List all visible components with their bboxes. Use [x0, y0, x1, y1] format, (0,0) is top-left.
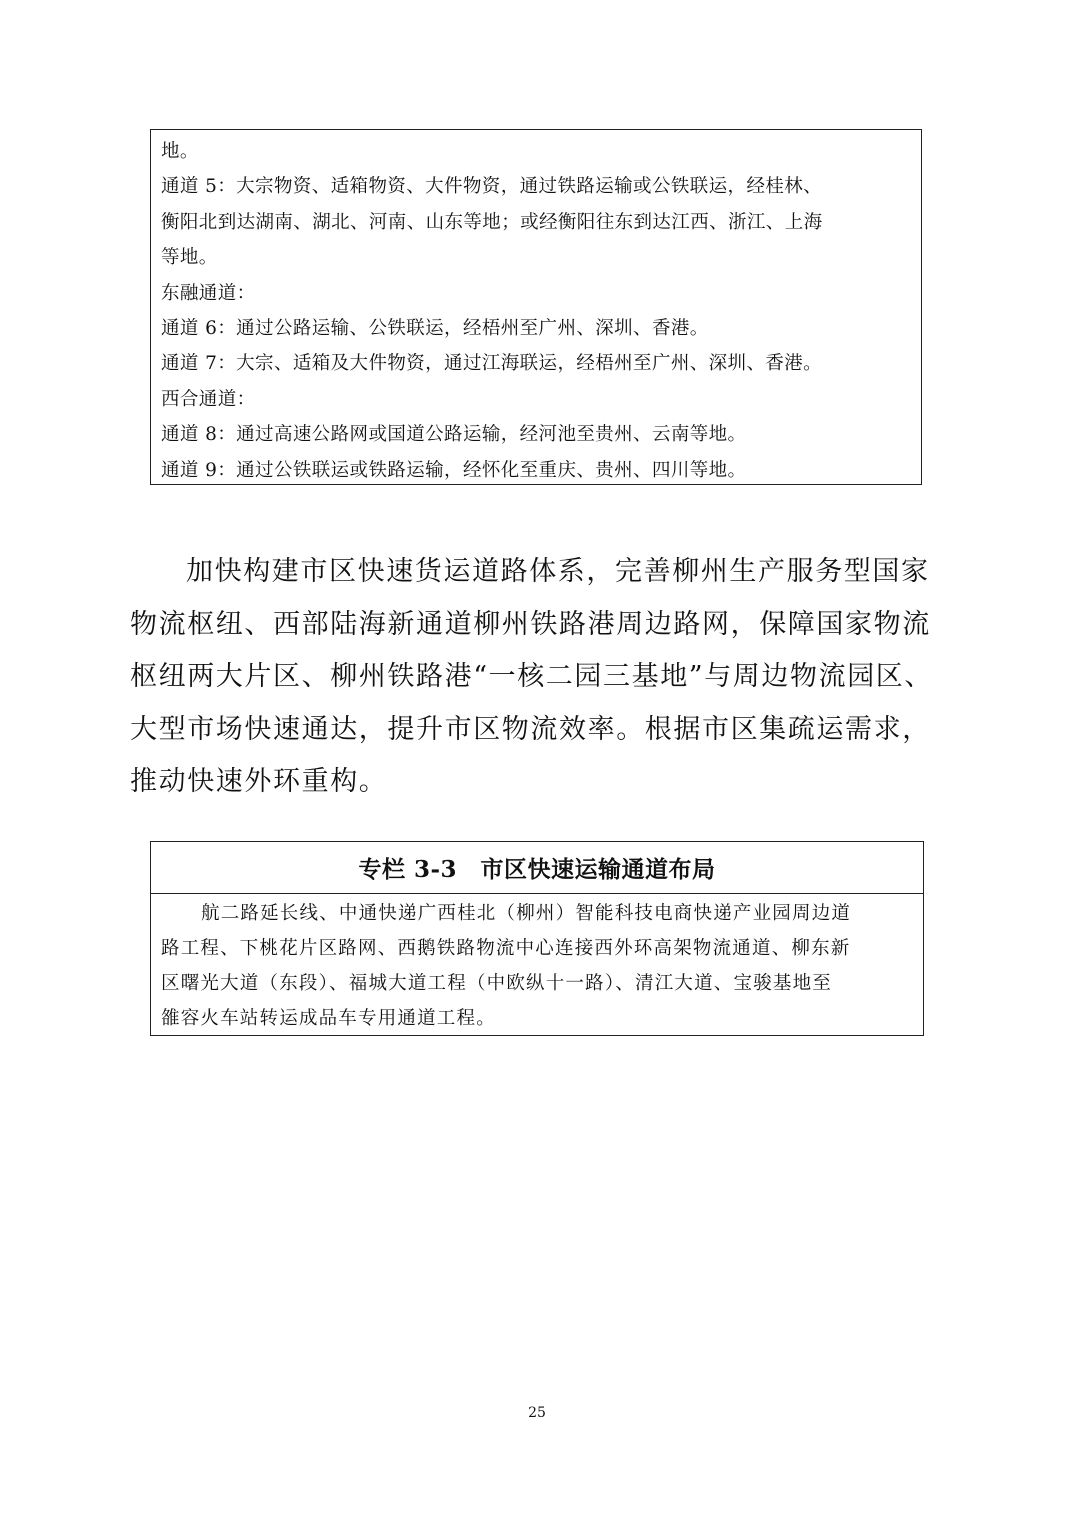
channel-box-line: 通道 5：大宗物资、适箱物资、大件物资，通过铁路运输或公铁联运，经桂林、	[161, 176, 823, 198]
channel-box-line: 通道 7：大宗、适箱及大件物资，通过江海联运，经梧州至广州、深圳、香港。	[161, 353, 823, 375]
column-box-body	[151, 894, 923, 1036]
channel-box-line: 通道 8：通过高速公路网或国道公路运输，经河池至贵州、云南等地。	[161, 424, 747, 446]
channel-box-line: 衡阳北到达湖南、湖北、河南、山东等地；或经衡阳往东到达江西、浙江、上海	[161, 211, 823, 233]
channel-box-line: 东融通道：	[161, 282, 256, 304]
paragraph-line: 加快构建市区快速货运道路体系，完善柳州生产服务型国家	[186, 556, 930, 587]
column-box-line: 区曙光大道（东段）、福城大道工程（中欧纵十一路）、清江大道、宝骏基地至	[161, 973, 833, 994]
column-box-line: 航二路延长线、中通快递广西桂北（柳州）智能科技电商快递产业园周边道	[201, 903, 852, 924]
page-number: 25	[528, 1405, 546, 1421]
channel-box-line: 地。	[161, 141, 199, 162]
channel-box-line: 西合通道：	[161, 388, 256, 410]
column-box-line: 路工程、下桃花片区路网、西鹅铁路物流中心连接西外环高架物流通道、柳东新	[161, 938, 851, 959]
transport-channel-box	[150, 129, 922, 485]
channel-box-line: 通道 6：通过公路运输、公铁联运，经梧州至广州、深圳、香港。	[161, 318, 709, 340]
column-box-3-3	[150, 841, 924, 1036]
column-box-line: 雒容火车站转运成品车专用通道工程。	[161, 1008, 496, 1029]
body-paragraph	[130, 546, 960, 809]
paragraph-line: 物流枢纽、西部陆海新通道柳州铁路港周边路网，保障国家物流	[130, 608, 931, 640]
paragraph-line: 大型市场快速通达，提升市区物流效率。根据市区集疏运需求，	[130, 713, 931, 745]
channel-box-line: 通道 9：通过公铁联运或铁路运输，经怀化至重庆、贵州、四川等地。	[161, 459, 747, 481]
paragraph-line: 推动快速外环重构。	[130, 766, 388, 797]
paragraph-line: 枢纽两大片区、柳州铁路港“一核二园三基地”与周边物流园区、	[130, 661, 934, 692]
channel-box-line: 等地。	[161, 247, 218, 269]
column-box-title: 专栏 3-3 市区快速运输通道布局	[151, 842, 923, 894]
